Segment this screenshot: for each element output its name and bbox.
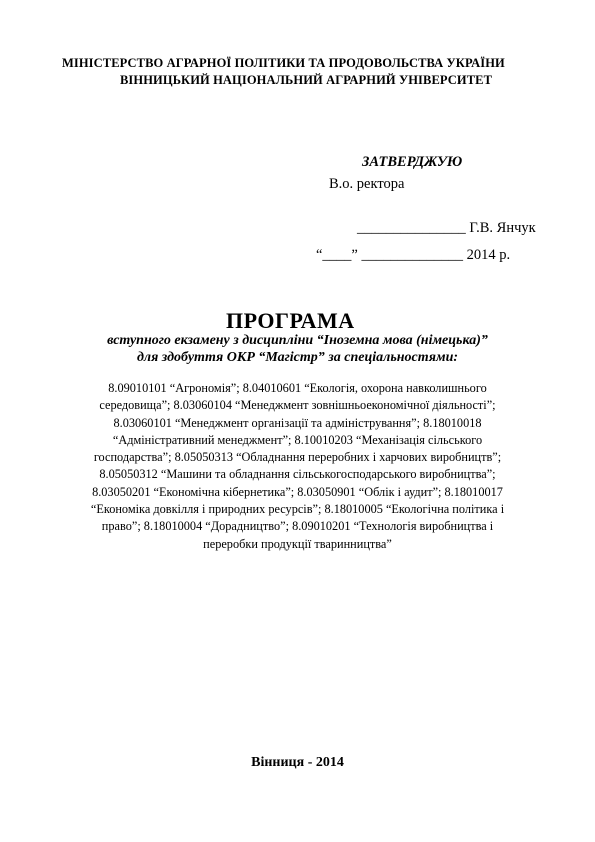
ministry-header: МІНІСТЕРСТВО АГРАРНОЇ ПОЛІТИКИ ТА ПРОДОВОЛЬСТВА УКРАЇНИ xyxy=(62,56,505,70)
subtitle-line-1: вступного екзамену з дисципліни “Іноземна мова (німецька)” xyxy=(107,333,488,348)
specialty-line: “Адміністративний менеджмент”; 8.10010203 “Механізація сільського xyxy=(112,432,483,447)
specialty-line: 8.03050201 “Економічна кібернетика”; 8.03050901 “Облік і аудит”; 8.18010017 xyxy=(92,484,503,499)
subtitle-line-2: для здобуття ОКР “Магістр” за спеціальностями: xyxy=(136,350,459,365)
university-header: ВІННИЦЬКИЙ НАЦІОНАЛЬНИЙ АГРАРНИЙ УНІВЕРСИТЕТ xyxy=(120,73,493,87)
date-line: “____” ______________ 2014 р. xyxy=(316,247,511,263)
city-year: Вінниця - 2014 xyxy=(251,755,344,770)
specialty-line: 8.05050312 “Машини та обладнання сільськогосподарського виробництва”; xyxy=(99,467,496,482)
approval-position: В.о. ректора xyxy=(329,176,405,192)
specialty-line: 8.03060101 “Менеджмент організації та адміністрування”; 8.18010018 xyxy=(113,415,482,430)
specialty-line: “Економіка довкілля і природних ресурсів”; 8.18010005 “Екологічна політика і xyxy=(90,502,505,517)
specialty-line: переробки продукції тваринництва” xyxy=(203,536,392,551)
document-title: ПРОГРАМА xyxy=(226,308,355,333)
specialty-line: середовища”; 8.03060104 “Менеджмент зовнішньоекономічної діяльності”; xyxy=(99,398,496,413)
signature-line: _______________ Г.В. Янчук xyxy=(357,220,536,236)
specialty-line: 8.09010101 “Агрономія”; 8.04010601 “Екологія, охорона навколишнього xyxy=(108,381,487,395)
specialty-line: право”; 8.18010004 “Дорадництво”; 8.09010201 “Технологія виробництва і xyxy=(101,519,494,534)
specialties-list xyxy=(60,380,535,553)
specialty-line: господарства”; 8.05050313 “Обладнання переробних і харчових виробництв”; xyxy=(93,450,502,465)
approval-heading: ЗАТВЕРДЖУЮ xyxy=(362,154,463,170)
